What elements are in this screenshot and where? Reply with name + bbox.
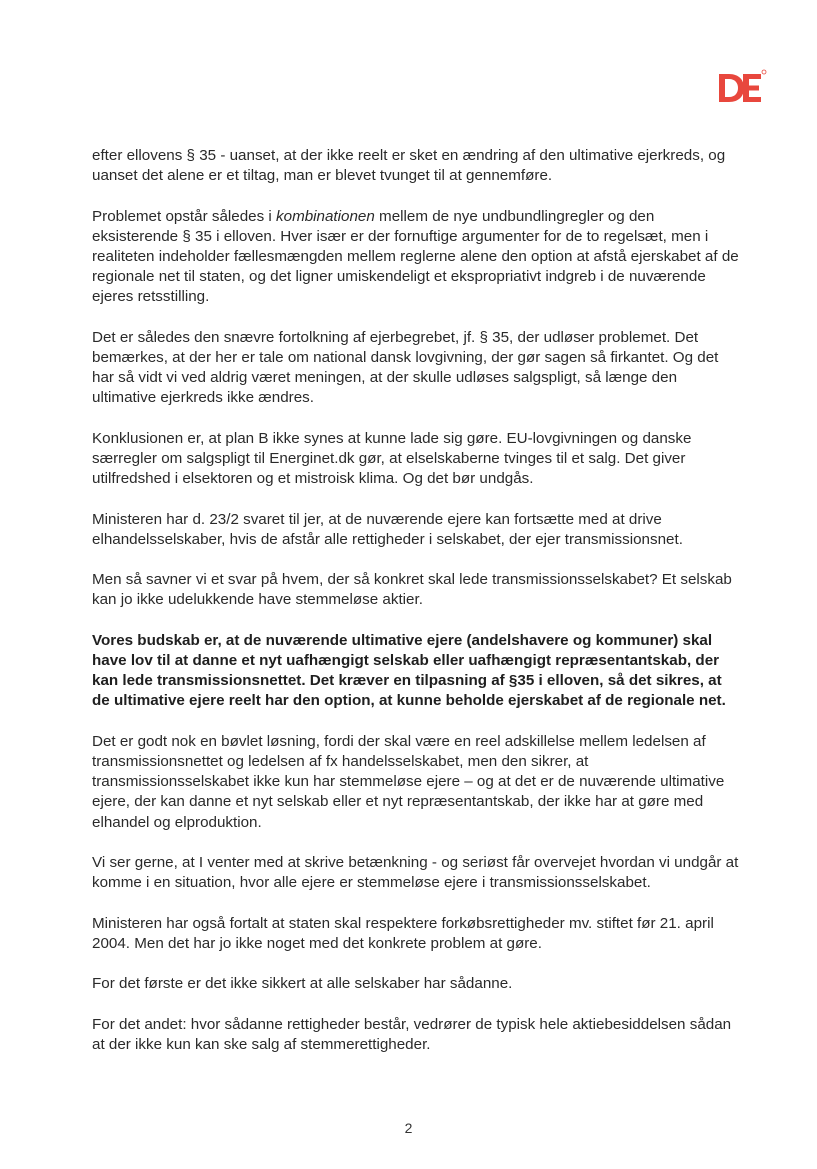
paragraph: Ministeren har d. 23/2 svaret til jer, at de nuværende ejere kan fortsætte med at drive elhandelsselskaber, hvis de afstår alle rettigheder i selskabet, der ejer transmissionsnet. bbox=[92, 510, 683, 548]
de-logo bbox=[715, 68, 767, 108]
paragraph: Det er godt nok en bøvlet løsning, fordi der skal være en reel adskillelse mellem ledelsen af transmissionsnettet og ledelsen af fx handelsselskabet, men den sikrer, at transmissionsselskabet ikke kun har stemmeløse ejere – og at det er de nuværende ultimative ejere, der kan danne et nyt selskab eller et nyt repræsentantskab, der ikke har at gøre med elhandel og elproduktion. bbox=[92, 732, 725, 831]
paragraph-text: mellem de nye undbundlingregler og den eksisterende § 35 i elloven. Hver især er der fornuftige argumenter for de to regelsæt, men i realiteten indeholder fællesmængden mellem reglerne alene den option at afstå ejerskabet af de regionale net til staten, og det ligner umiskendeligt et ekspropriativt indgreb i de nuværende ejeres retsstilling. bbox=[92, 207, 739, 306]
paragraph bbox=[92, 207, 740, 308]
paragraph-text: Problemet opstår således i bbox=[92, 207, 277, 225]
page-number: 2 bbox=[404, 1120, 413, 1136]
paragraph: Det er således den snævre fortolkning af ejerbegrebet, jf. § 35, der udløser problemet. Det bemærkes, at der her er tale om national dansk lovgivning, der gør sagen så firkantet. Og det har så vidt vi ved aldrig været meningen, at der skulle udløses salgspligt, så længe den ultimative ejerkreds ikke ændres. bbox=[92, 328, 719, 407]
paragraph: efter ellovens § 35 - uanset, at der ikke reelt er sket en ændring af den ultimative ejerkreds, og uanset det alene er et tiltag, man er blevet tvunget til at gennemføre. bbox=[92, 147, 726, 185]
paragraph: Vi ser gerne, at I venter med at skrive betænkning - og seriøst får overvejet hvordan vi undgår at komme i en situation, hvor alle ejere er stemmeløse ejere i transmissionsselskabet. bbox=[92, 853, 739, 892]
paragraph: Konklusionen er, at plan B ikke synes at kunne lade sig gøre. EU-lovgivningen og danske særregler om salgspligt til Energinet.dk gør, at elselskaberne tvinges til et salg. Det giver utilfredshed i elsektoren og et mistroisk klima. Og det bør undgås. bbox=[92, 429, 692, 488]
emphasized-text: kombinationen bbox=[276, 207, 375, 225]
paragraph: For det andet: hvor sådanne rettigheder består, vedrører de typisk hele aktiebesiddelsen sådan at der ikke kun kan ske salg af stemmerettigheder. bbox=[92, 1015, 732, 1053]
key-message-paragraph: Vores budskab er, at de nuværende ultimative ejere (andelshavere og kommuner) skal have lov til at danne et nyt uafhængigt selskab eller uafhængigt repræsentantskab, der kan lede transmissionsnettet. Det kræver en tilpasning af §35 i elloven, så det sikres, at de ultimative ejere reelt har den option, at kunne beholde ejerskabet af de regionale net. bbox=[92, 631, 726, 710]
paragraph: Ministeren har også fortalt at staten skal respektere forkøbsrettigheder mv. stiftet før 21. april 2004. Men det har jo ikke noget med det konkrete problem at gøre. bbox=[92, 914, 714, 952]
paragraph: Men så savner vi et svar på hvem, der så konkret skal lede transmissionsselskabet? Et selskab kan jo ikke udelukkende have stemmeløse aktier. bbox=[92, 571, 732, 609]
letter-body bbox=[92, 146, 740, 1075]
paragraph: For det første er det ikke sikkert at alle selskaber har sådanne. bbox=[92, 975, 513, 993]
